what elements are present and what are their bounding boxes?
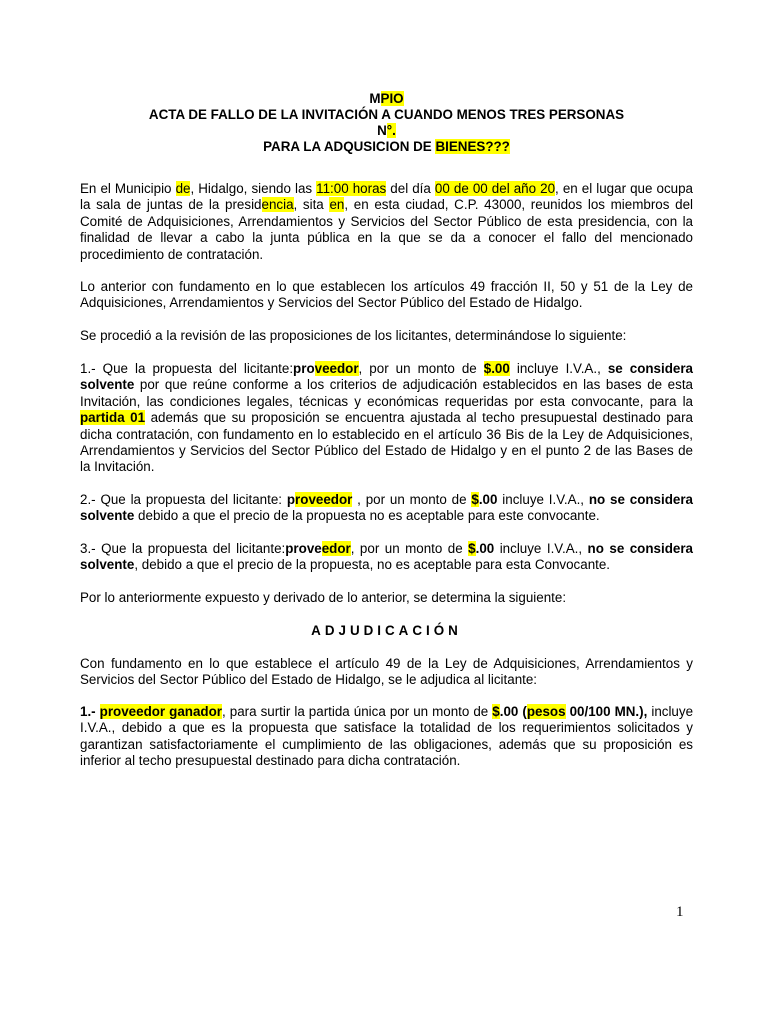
text-run: debido a que el precio de la propuesta no es aceptable para este convocante. xyxy=(134,508,600,524)
proposal-item-3 xyxy=(80,541,693,574)
bold-text: no se considera solvente xyxy=(80,541,693,573)
text-run: , Hidalgo, siendo las xyxy=(190,181,317,196)
intro-paragraph xyxy=(80,181,693,263)
award-paragraph xyxy=(80,704,693,770)
header-number xyxy=(80,123,693,139)
bold-text: se considera solvente xyxy=(80,361,694,393)
highlighted-text: encia xyxy=(261,197,294,213)
text-run: 3.- Que la propuesta del licitante: xyxy=(80,541,286,556)
bold-text: pro xyxy=(293,361,315,376)
highlighted-text: partida 01 xyxy=(80,410,146,426)
bold-text: no se considera solvente xyxy=(80,492,694,524)
bold-text: p xyxy=(286,492,296,507)
bold-text: .00 xyxy=(478,492,498,507)
text-run: incluye I.V.A., xyxy=(494,541,588,556)
text-run: además que su proposición se encuentra ajustada al techo presupuestal destinado para dicha contratación, con fundamento en lo establecido en el artículo 36 Bis de la Ley de Adquisiciones, Arrendamientos y Servicios del Sector Público del Estado de Hidalgo y en el punto 2 de las Bases de la Invitación. xyxy=(80,410,693,475)
highlighted-text: $ xyxy=(492,704,500,719)
header-number-text: N xyxy=(377,123,387,138)
text-run: , por un monto de xyxy=(350,541,469,556)
text-run: , para surtir la partida única por un monto de xyxy=(222,704,493,719)
header-subject-text: PARA LA ADQUSICION DE xyxy=(263,139,436,154)
highlighted-text: proveedor ganador xyxy=(99,704,222,719)
highlighted-text: 00 de 00 del año 20 xyxy=(434,181,556,196)
text-run: por que reúne conforme a los criterios de adjudicación establecidos en las bases de esta Invitación, las condiciones legales, técnicas y económicas requeridas por esta convocante, para la xyxy=(80,377,693,409)
header-municipio-text: M xyxy=(369,91,381,106)
text-run: incluye I.V.A., xyxy=(497,492,589,507)
highlighted-text: $ xyxy=(468,541,476,556)
highlighted-text: de xyxy=(175,181,191,196)
legal-basis-paragraph: Lo anterior con fundamento en lo que establecen los artículos 49 fracción II, 50 y 51 de la Ley de Adquisiciones, Arrendamientos y Servicios del Sector Público del Estado de Hidalgo. xyxy=(80,279,693,311)
highlighted-text: edor xyxy=(321,541,351,556)
text-run: del día xyxy=(386,181,435,196)
adjudication-heading: ADJUDICACIÓN xyxy=(311,623,462,638)
bold-text: .00 xyxy=(475,541,495,556)
highlighted-text: pesos xyxy=(526,704,566,719)
header-subject-highlight: BIENES??? xyxy=(435,139,510,154)
header-number-highlight: °. xyxy=(386,123,396,138)
review-paragraph: Se procedió a la revisión de las proposiciones de los licitantes, determinándose lo siguiente: xyxy=(80,328,627,343)
bold-text: 00/100 MN.), xyxy=(565,704,648,719)
text-run: , en el lugar que ocupa la sala de juntas de la presid xyxy=(80,181,693,213)
text-run: , por un monto de xyxy=(358,361,484,376)
document-title: ACTA DE FALLO DE LA INVITACIÓN A CUANDO MENOS TRES PERSONAS xyxy=(148,107,625,122)
text-run: , por un monto de xyxy=(352,492,472,507)
page-number: 1 xyxy=(676,904,684,920)
highlighted-text: $ xyxy=(471,492,479,507)
proposal-item-1 xyxy=(80,361,693,476)
highlighted-text: roveedor xyxy=(295,492,353,507)
highlighted-text: veedor xyxy=(314,361,359,376)
text-run: , sita xyxy=(293,197,330,213)
text-run: incluye I.V.A., xyxy=(509,361,608,376)
highlighted-text: $.00 xyxy=(483,361,510,376)
text-run: , en esta ciudad, C.P. 43000, reunidos los miembros del Comité de Adquisiciones, Arrendamientos y Servicios del Sector Público de esta presidencia, con la finalidad de llevar a cabo la junta pública en la que se da a conocer el fallo del mencionado procedimiento de contratación. xyxy=(80,197,693,262)
text-run: 1.- Que la propuesta del licitante: xyxy=(80,361,294,376)
text-run: incluye I.V.A., debido a que es la propuesta que satisface la totalidad de los requerimientos solicitados y garantizan satisfactoriamente el cumplimiento de las obligaciones, además que su proposición es inferior al techo presupuestal destinado para dicha contratación. xyxy=(80,704,694,769)
text-run: , debido a que el precio de la propuesta, no es aceptable para esta Convocante. xyxy=(134,557,611,573)
proposal-item-2 xyxy=(80,492,693,525)
text-run: 2.- Que la propuesta del licitante: xyxy=(80,492,287,507)
highlighted-text: en xyxy=(329,197,345,213)
text-run: En el Municipio xyxy=(80,181,176,196)
highlighted-text: 11:00 horas xyxy=(316,181,387,196)
header-municipio-highlight: PIO xyxy=(380,91,404,106)
conclusion-paragraph: Por lo anteriormente expuesto y derivado de lo anterior, se determina la siguiente: xyxy=(80,590,567,605)
adjudication-basis-paragraph: Con fundamento en lo que establece el artículo 49 de la Ley de Adquisiciones, Arrendamientos y Servicios del Sector Público del Estado de Hidalgo, se le adjudica al licitante: xyxy=(80,656,693,688)
header-municipio xyxy=(80,91,693,107)
bold-text: prove xyxy=(285,541,322,556)
bold-text: .00 ( xyxy=(499,704,527,719)
bold-text: 1.- xyxy=(80,704,100,719)
header-subject xyxy=(80,139,693,155)
